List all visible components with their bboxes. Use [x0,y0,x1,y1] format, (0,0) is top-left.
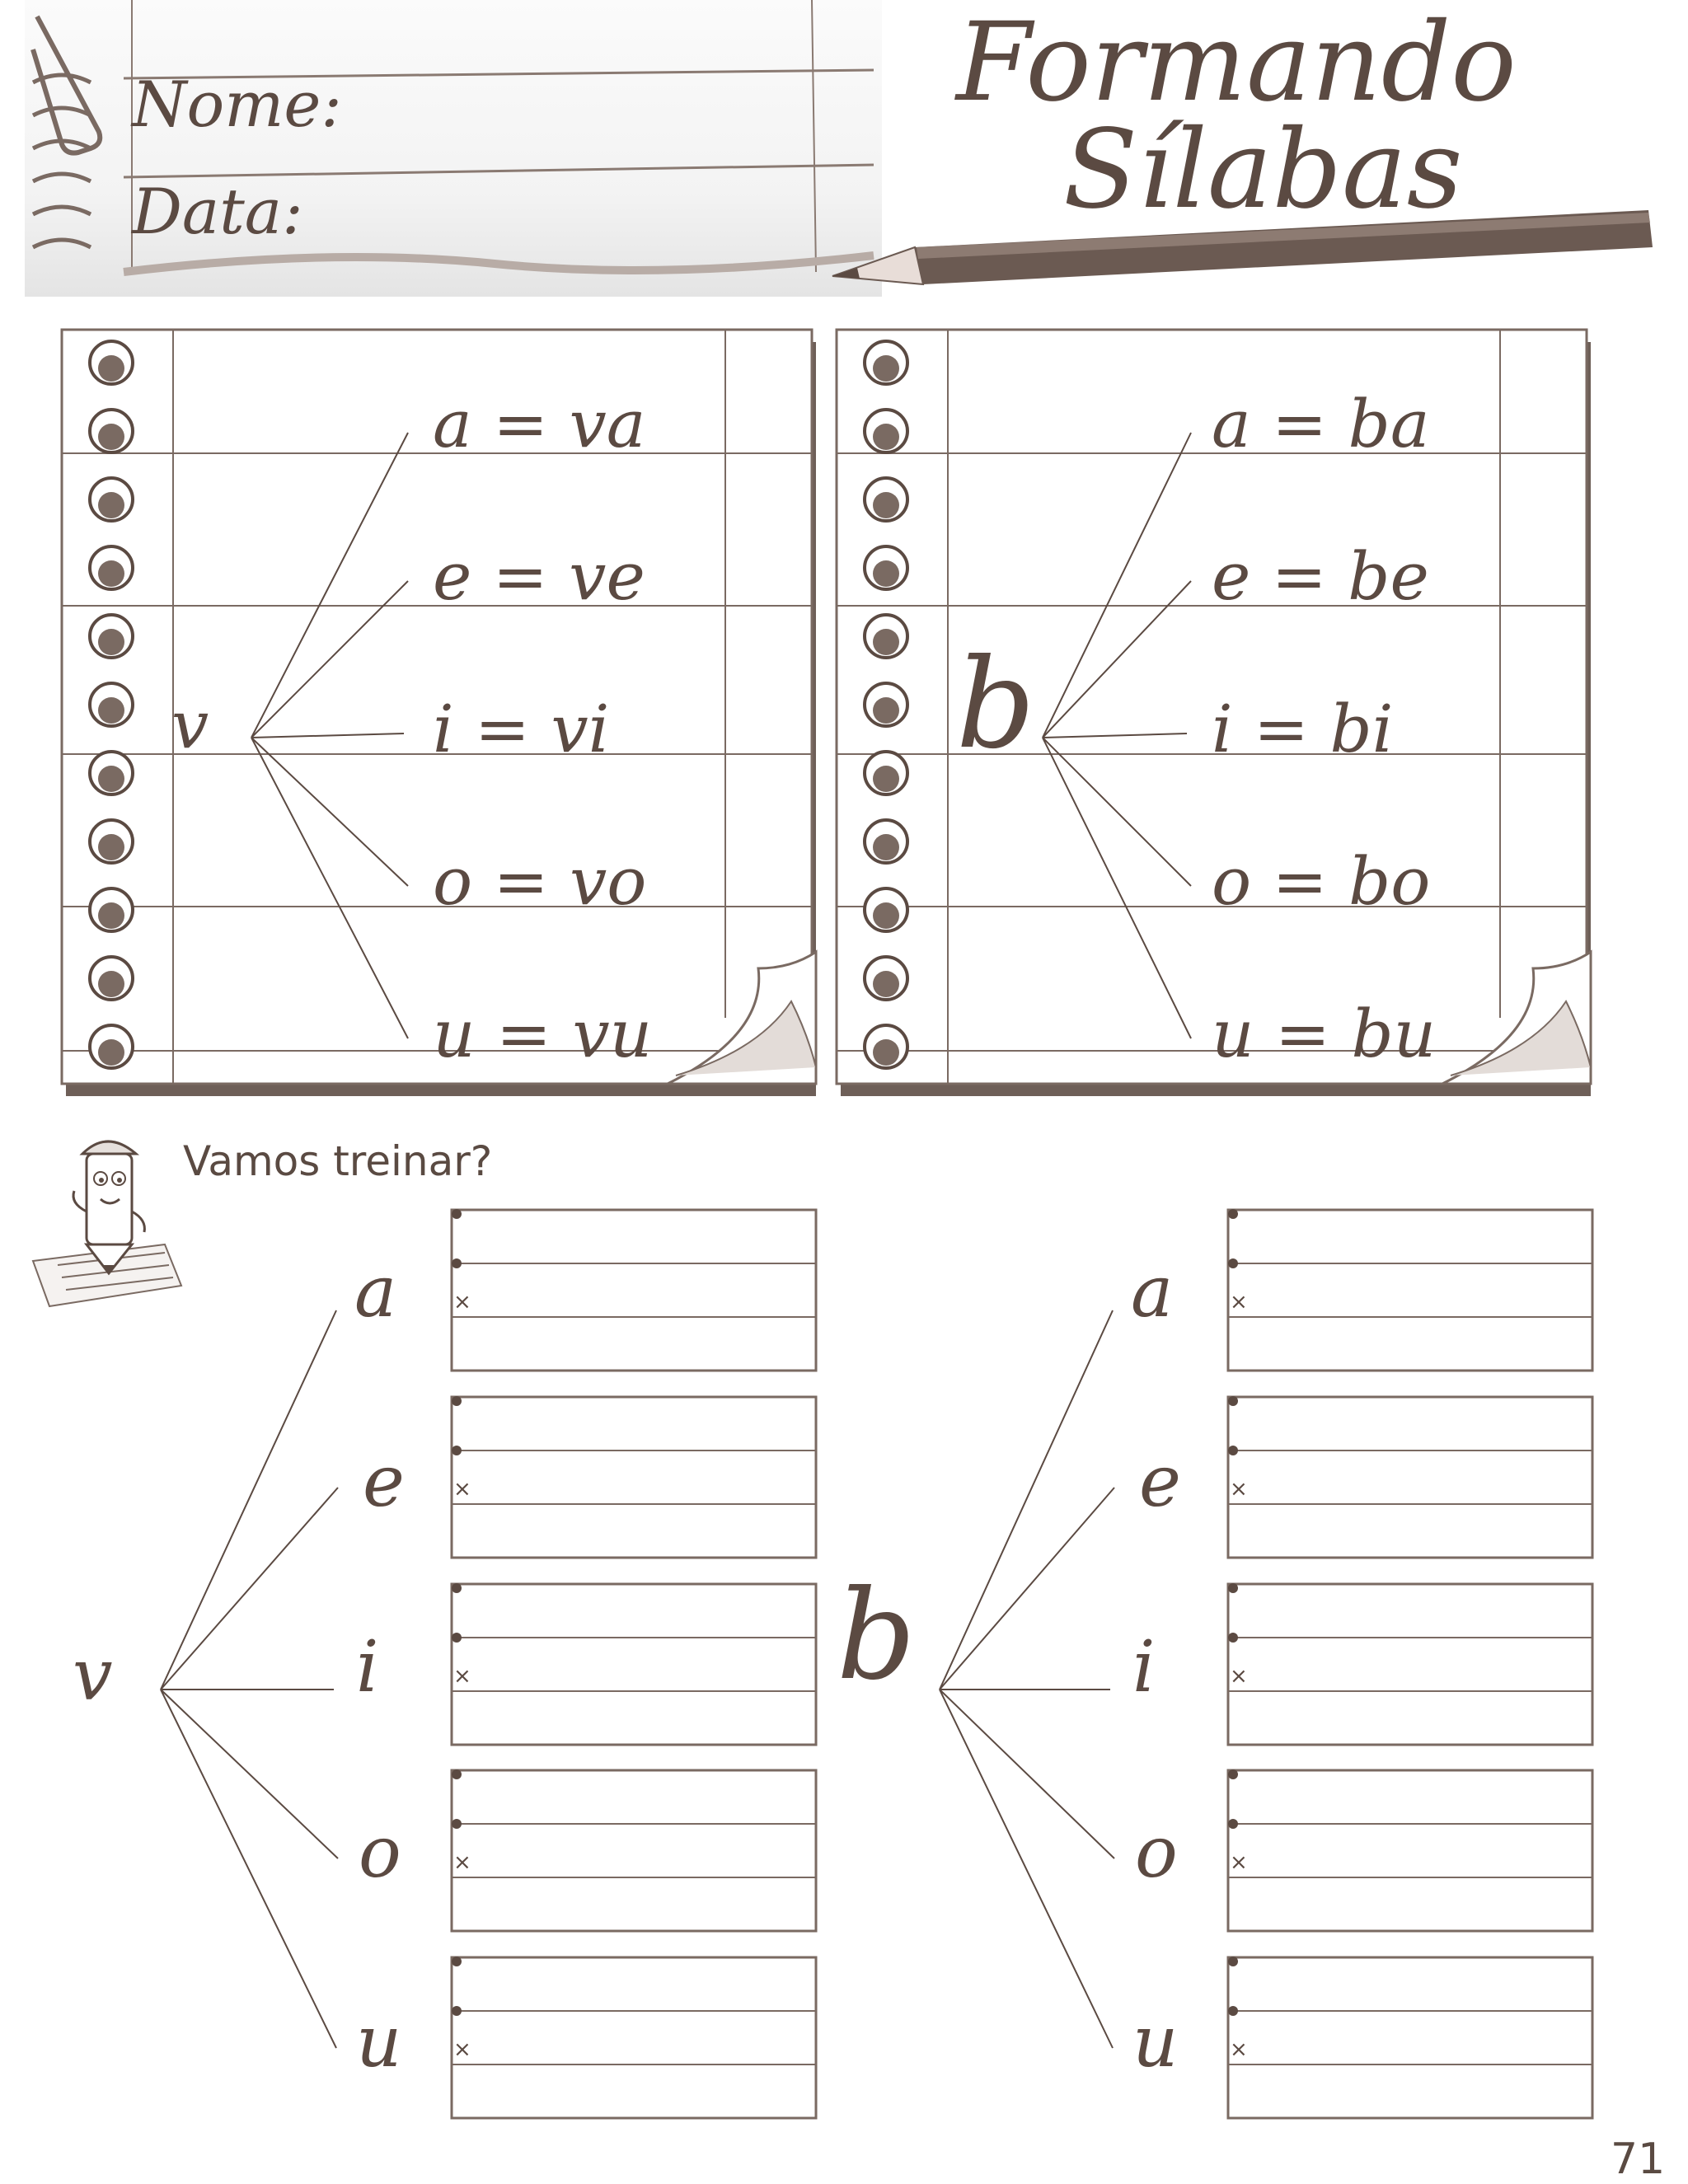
panel-row: a = va [433,386,646,462]
practice-consonant-v: v [73,1634,113,1717]
practice-vowel: i [1132,1626,1156,1708]
line-start-cross: × [1230,1477,1248,1502]
panel-row: e = be [1212,538,1429,615]
line-start-cross: × [453,1290,471,1315]
writing-box[interactable] [452,1769,816,1931]
panel-row: u = bu [1212,996,1437,1072]
line-start-cross: × [453,2037,471,2062]
line-start-cross: × [453,1664,471,1689]
line-start-dot [452,1209,462,1219]
writing-box[interactable] [452,1209,816,1371]
line-start-dot [1228,1819,1238,1829]
panel-consonant-b: b [956,633,1036,776]
panel-row: o = vo [433,843,647,920]
panel-row: i = vi [433,691,610,767]
line-start-dot [452,2006,462,2016]
name-field-label: Nome: [132,68,342,141]
line-start-dot [452,1957,462,1966]
writing-box[interactable] [1228,1769,1592,1931]
writing-box[interactable] [1228,1583,1592,1745]
writing-box[interactable] [452,1957,816,2118]
line-start-dot [1228,1633,1238,1643]
line-start-dot [452,1769,462,1779]
practice-vowel: e [1139,1441,1181,1523]
line-start-dot [452,1258,462,1268]
page-number: 71 [1611,2135,1666,2184]
line-start-dot [1228,1769,1238,1779]
panel-row: o = bo [1212,843,1431,920]
page-title-line1: Formando [956,0,1517,126]
date-field-label: Data: [132,175,303,248]
line-start-dot [1228,1446,1238,1455]
page-title-line2: Sílabas [1063,106,1463,233]
line-start-dot [452,1396,462,1406]
practice-vowel: e [363,1441,405,1523]
panel-consonant-v: v [171,687,209,763]
line-start-dot [1228,1957,1238,1966]
practice-consonant-b: b [837,1564,917,1708]
activity-title: Vamos treinar? [183,1137,493,1185]
line-start-cross: × [453,1477,471,1502]
line-start-cross: × [453,1850,471,1875]
panel-row: a = ba [1212,386,1430,462]
line-start-dot [1228,1396,1238,1406]
writing-box[interactable] [452,1396,816,1558]
line-start-dot [452,1583,462,1593]
line-start-cross: × [1230,1290,1248,1315]
line-start-dot [452,1446,462,1455]
line-start-cross: × [1230,2037,1248,2062]
practice-vowel: u [1132,2001,1179,2083]
practice-vowel: o [359,1811,401,1894]
writing-box[interactable] [1228,1957,1592,2118]
line-start-dot [1228,1209,1238,1219]
practice-vowel: o [1135,1811,1178,1894]
writing-box[interactable] [1228,1209,1592,1371]
panel-row: u = vu [433,996,653,1072]
line-start-dot [1228,1258,1238,1268]
practice-vowel: a [354,1251,397,1333]
writing-box[interactable] [1228,1396,1592,1558]
line-start-dot [1228,2006,1238,2016]
line-start-dot [452,1633,462,1643]
practice-vowel: i [356,1626,379,1708]
line-start-dot [1228,1583,1238,1593]
practice-vowel: u [356,2001,402,2083]
panel-row: e = ve [433,538,645,615]
line-start-cross: × [1230,1664,1248,1689]
practice-vowel: a [1131,1251,1174,1333]
panel-row: i = bi [1212,691,1394,767]
writing-box[interactable] [452,1583,816,1745]
line-start-cross: × [1230,1850,1248,1875]
line-start-dot [452,1819,462,1829]
